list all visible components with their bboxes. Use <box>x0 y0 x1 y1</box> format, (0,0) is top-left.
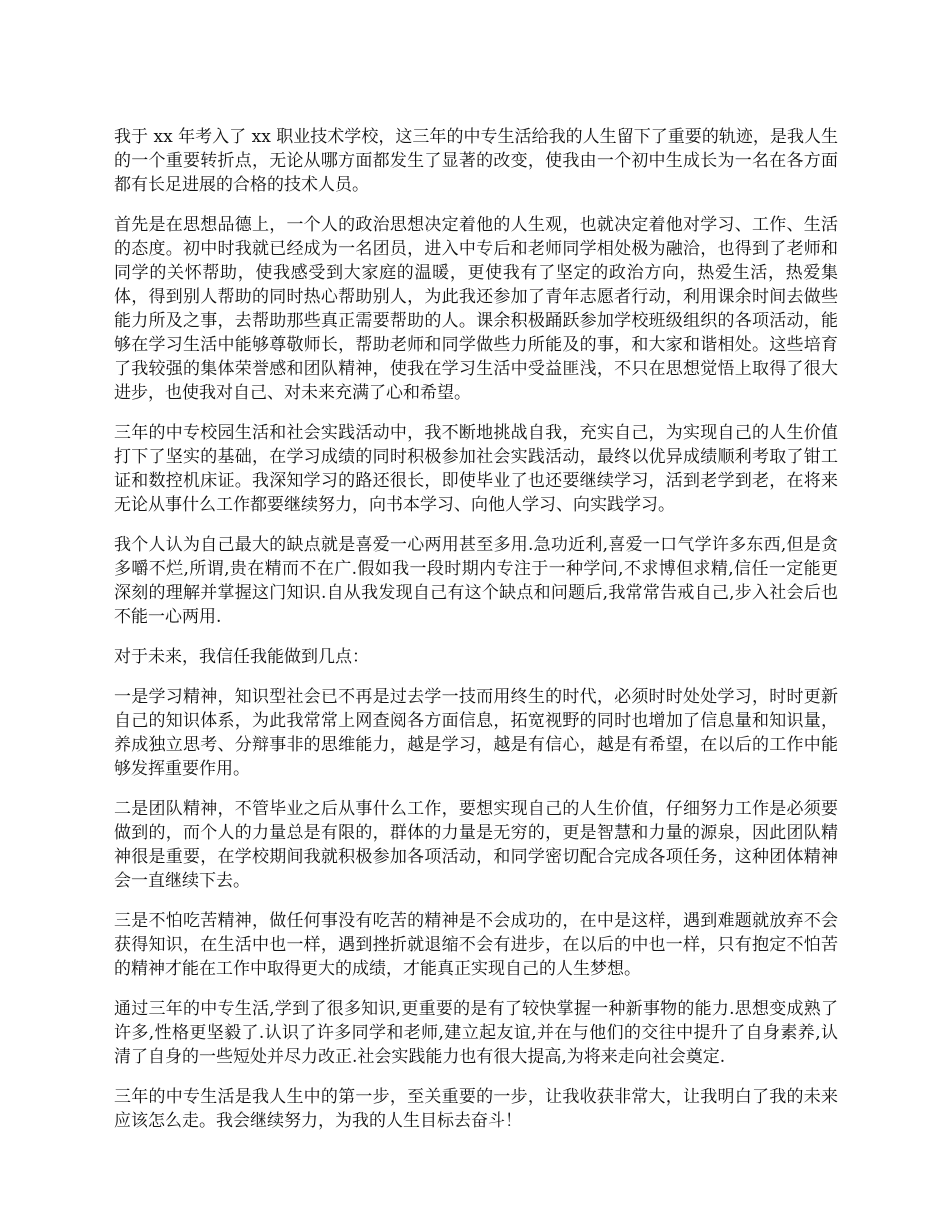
paragraph-team-spirit: 二是团队精神，不管毕业之后从事什么工作，要想实现自己的人生价值，仔细努力工作是必须要做到的，而个人的力量总是有限的，群体的力量是无穷的，更是智慧和力量的源泉，因此团队精神很是重要，在学校期间我就积极参加各项活动，和同学密切配合完成各项任务，这种团体精神会一直继续下去。 <box>114 799 838 891</box>
paragraph-hardship-spirit: 三是不怕吃苦精神，做任何事没有吃苦的精神是不会成功的，在中是这样，遇到难题就放弃不会获得知识，在生活中也一样，遇到挫折就退缩不会有进步，在以后的中也一样，只有抱定不怕苦的精神才能在工作中取得更大的成绩，才能真正实现自己的人生梦想。 <box>114 911 838 979</box>
paragraph-summary: 通过三年的中专生活,学到了很多知识,更重要的是有了较快掌握一种新事物的能力.思想变成熟了许多,性格更坚毅了.认识了许多同学和老师,建立起友谊,并在与他们的交往中提升了自身素养,认清了自身的一些短处并尽力改正.社会实践能力也有很大提高,为将来走向社会奠定. <box>114 999 838 1067</box>
paragraph-future-intro: 对于未来，我信任我能做到几点： <box>114 647 369 667</box>
paragraph-intro: 我于 xx 年考入了 xx 职业技术学校，这三年的中专生活给我的人生留下了重要的轨迹，是我人生的一个重要转折点，无论从哪方面都发生了显著的改变，使我由一个初中生成长为一名在各方面都有长足进展的合格的技术人员。 <box>114 127 838 195</box>
paragraph-shortcoming: 我个人认为自己最大的缺点就是喜爱一心两用甚至多用.急功近利,喜爱一口气学许多东西,但是贪多嚼不烂,所谓,贵在精而不在广.假如我一段时期内专注于一种学问,不求博但求精,信任一定能更深刻的理解并掌握这门知识.自从我发现自己有这个缺点和问题后,我常常告戒自己,步入社会后也不能一心两用. <box>114 535 838 627</box>
paragraph-learning-spirit: 一是学习精神，知识型社会已不再是过去学一技而用终生的时代，必须时时处处学习，时时更新自己的知识体系，为此我常常上网查阅各方面信息，拓宽视野的同时也增加了信息量和知识量，养成独立思考、分辩事非的思维能力，越是学习，越是有信心，越是有希望，在以后的工作中能够发挥重要作用。 <box>114 687 838 779</box>
paragraph-campus-life: 三年的中专校园生活和社会实践活动中，我不断地挑战自我，充实自己，为实现自己的人生价值打下了坚实的基础，在学习成绩的同时积极参加社会实践活动，最终以优异成绩顺利考取了钳工证和数控机床证。我深知学习的路还很长，即使毕业了也还要继续学习，活到老学到老，在将来无论从事什么工作都要继续努力，向书本学习、向他人学习、向实践学习。 <box>114 423 838 515</box>
paragraph-conclusion: 三年的中专生活是我人生中的第一步，至关重要的一步，让我收获非常大，让我明白了我的未来应该怎么走。我会继续努力，为我的人生目标去奋斗！ <box>114 1087 838 1131</box>
paragraph-ideology: 首先是在思想品德上，一个人的政治思想决定着他的人生观，也就决定着他对学习、工作、生活的态度。初中时我就已经成为一名团员，进入中专后和老师同学相处极为融洽，也得到了老师和同学的关怀帮助，使我感受到大家庭的温暖，更使我有了坚定的政治方向，热爱生活，热爱集体，得到别人帮助的同时热心帮助别人，为此我还参加了青年志愿者行动，利用课余时间去做些能力所及之事，去帮助那些真正需要帮助的人。课余积极踊跃参加学校班级组织的各项活动，能够在学习生活中能够尊敬师长，帮助老师和同学做些力所能及的事，和大家和谐相处。这些培育了我较强的集体荣誉感和团队精神，使我在学习生活中受益匪浅，不只在思想觉悟上取得了很大进步，也使我对自己、对未来充满了心和希望。 <box>114 215 838 403</box>
document-body <box>114 125 838 1149</box>
